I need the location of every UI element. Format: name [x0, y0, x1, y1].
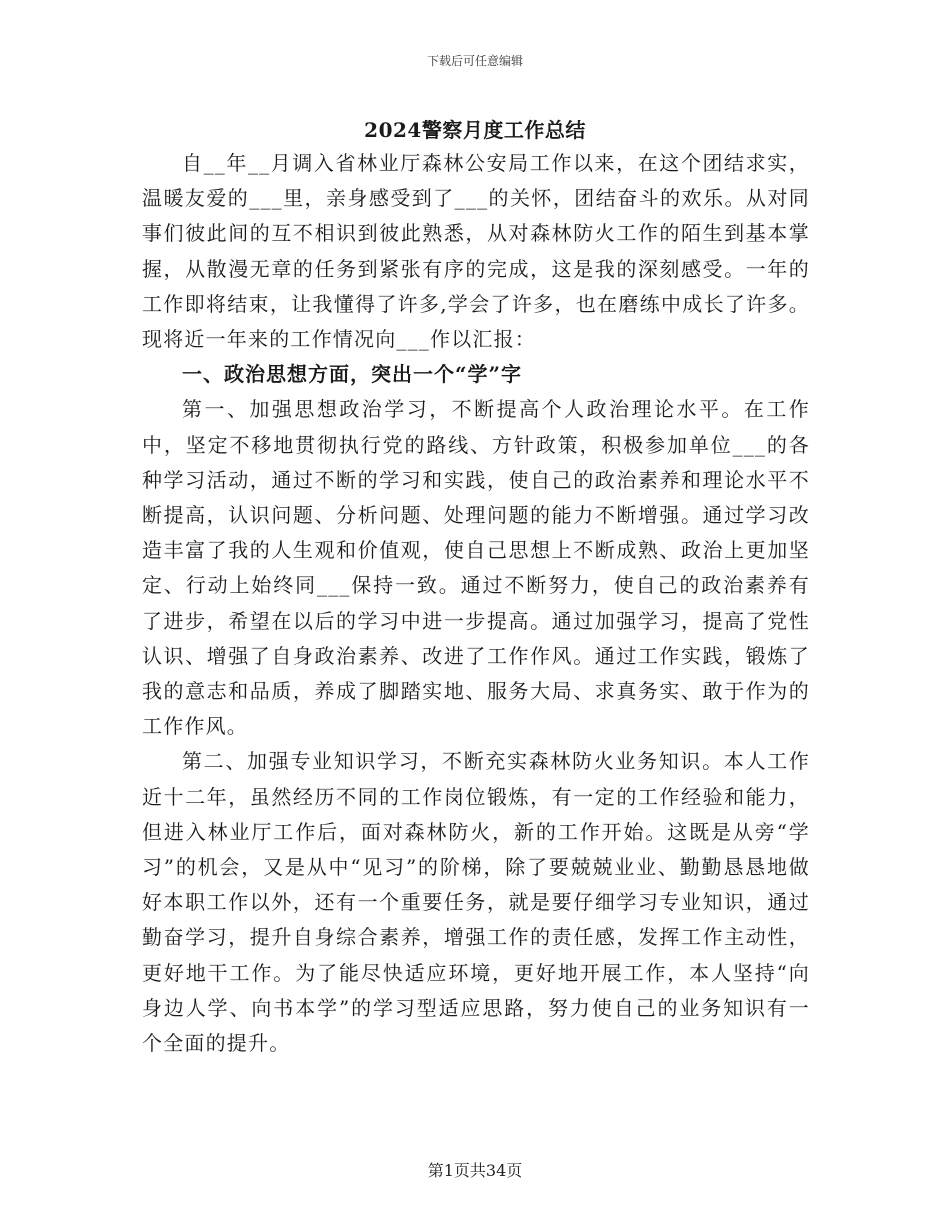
document-title: 2024警察月度工作总结 [364, 118, 586, 142]
paragraph-second: 第二、加强专业知识学习，不断充实森林防火业务知识。本人工作近十二年，虽然经历不同的工作岗位锻炼，有一定的工作经验和能力，但进入林业厅工作后，面对森林防火，新的工作开始。这既是从旁“学习”的机会，又是从中“见习”的阶梯，除了要兢兢业业、勤勤恳恳地做好本职工作以外，还有一个重要任务，就是要仔细学习专业知识，通过勤奋学习，提升自身综合素养，增强工作的责任感，发挥工作主动性，更好地干工作。为了能尽快适应环境，更好地开展工作，本人坚持“向身边人学、向书本学”的学习型适应思路，努力使自己的业务知识有一个全面的提升。 [142, 749, 810, 1056]
document-body [142, 146, 810, 1061]
header-note: 下载后可任意编辑 [426, 54, 523, 68]
section-heading: 一、政治思想方面，突出一个“学”字 [182, 362, 523, 387]
paragraph-first: 第一、加强思想政治学习，不断提高个人政治理论水平。在工作中，坚定不移地贯彻执行党的路线、方针政策，积极参加单位___的各种学习活动，通过不断的学习和实践，使自己的政治素养和理论水平不断提高，认识问题、分析问题、处理问题的能力不断增强。通过学习改造丰富了我的人生观和价值观，使自己思想上不断成熟、政治上更加坚定、行动上始终同___保持一致。通过不断努力，使自己的政治素养有了进步，希望在以后的学习中进一步提高。通过加强学习，提高了党性认识、增强了自身政治素养、改进了工作作风。通过工作实践，锻炼了我的意志和品质，养成了脚踏实地、服务大局、求真务实、敢于作为的工作作风。 [142, 397, 810, 739]
intro-paragraph: 自__年__月调入省林业厅森林公安局工作以来，在这个团结求实，温暖友爱的___里，亲身感受到了___的关怀，团结奋斗的欢乐。从对同事们彼此间的互不相识到彼此熟悉，从对森林防火工作的陌生到基本掌握，从散漫无章的任务到紧张有序的完成，这是我的深刻感受。一年的工作即将结束，让我懂得了许多,学会了许多，也在磨练中成长了许多。现将近一年来的工作情况向___作以汇报： [142, 151, 810, 352]
page-number-footer: 第1页共34页 [427, 1161, 523, 1180]
